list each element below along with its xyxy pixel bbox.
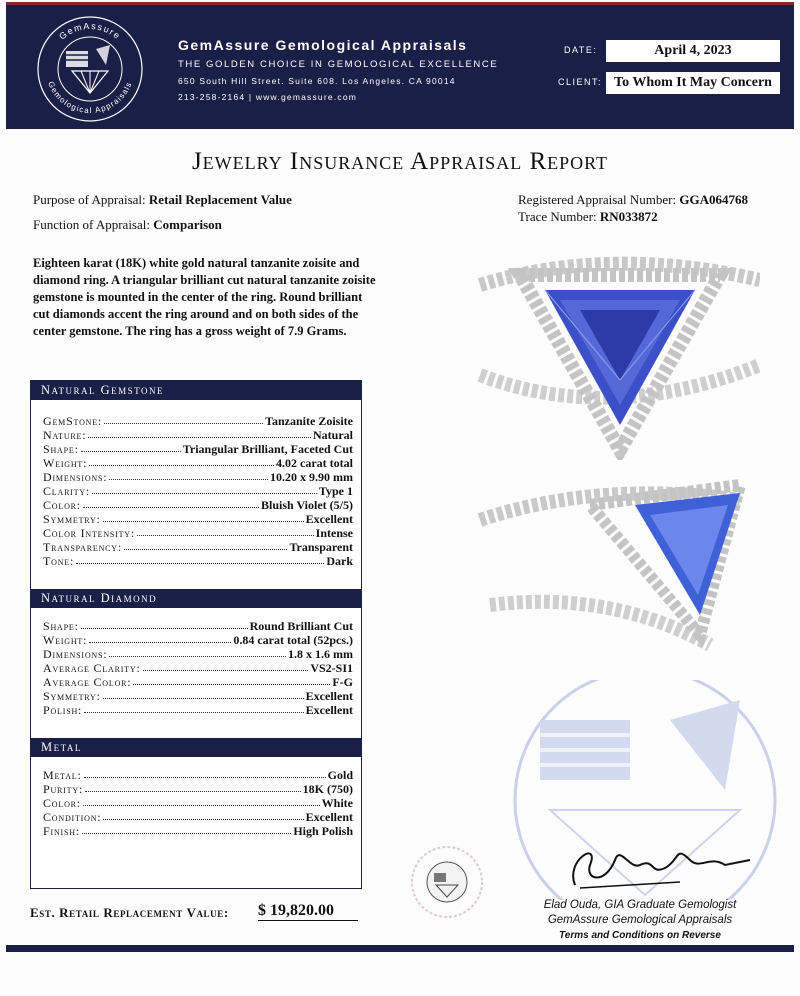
diamond-row: [43, 689, 353, 703]
spec-value: 18K (750): [302, 782, 353, 796]
function-label: Function of Appraisal:: [33, 217, 150, 232]
gemstone-row: [43, 554, 353, 568]
spec-label: Nature:: [43, 428, 87, 442]
svg-text:GemAssure: [57, 21, 123, 42]
terms-note: Terms and Conditions on Reverse: [559, 930, 721, 941]
spec-label: GemStone:: [43, 414, 103, 428]
metal-heading: Metal: [31, 738, 361, 757]
spec-value: Excellent: [305, 512, 353, 526]
spec-value: Gold: [327, 768, 353, 782]
appraiser-company: GemAssure Gemological Appraisals: [547, 914, 733, 926]
spec-label: Weight:: [43, 456, 88, 470]
spec-label: Tone:: [43, 554, 75, 568]
company-phone-web: 213-258-2164 | www.gemassure.com: [178, 92, 358, 102]
client-label: CLIENT:: [558, 77, 603, 87]
seal-top-text: GemAssure: [57, 20, 123, 42]
leader-dots: [84, 703, 304, 713]
diamond-row: [43, 675, 353, 689]
embossed-seal: [410, 845, 485, 920]
spec-value: Type 1: [318, 484, 353, 498]
gemstone-row: [43, 512, 353, 526]
leader-dots: [137, 526, 314, 536]
spec-value: Excellent: [305, 810, 353, 824]
report-title: Jewelry Insurance Appraisal Report: [191, 148, 609, 175]
registration-line: [518, 192, 748, 208]
gemstone-row: [43, 526, 353, 540]
metal-row: [43, 824, 353, 838]
seal-bottom-text: Gemological Appraisals: [46, 80, 134, 116]
leader-dots: [82, 824, 291, 834]
spec-label: Color:: [43, 498, 81, 512]
spec-value: F-G: [332, 675, 353, 689]
spec-value: Bluish Violet (5/5): [260, 498, 353, 512]
spec-label: Dimensions:: [43, 470, 108, 484]
diamond-rows: [43, 619, 353, 717]
leader-dots: [88, 428, 311, 438]
spec-label: Shape:: [43, 619, 79, 633]
spec-value: 0.84 carat total (52pcs.): [233, 633, 353, 647]
spec-label: Purity:: [43, 782, 84, 796]
gemstone-row: [43, 498, 353, 512]
spec-label: Clarity:: [43, 484, 91, 498]
spec-label: Polish:: [43, 703, 83, 717]
diamond-row: [43, 633, 353, 647]
company-tagline: THE GOLDEN CHOICE IN GEMOLOGICAL EXCELLENCE: [178, 59, 499, 70]
spec-label: Finish:: [43, 824, 80, 838]
signature-block: [510, 898, 770, 943]
spec-label: Condition:: [43, 810, 102, 824]
diamond-row: [43, 661, 353, 675]
purpose-value: Retail Replacement Value: [148, 192, 292, 207]
appraiser-signature: [560, 830, 760, 900]
diamond-row: [43, 619, 353, 633]
spec-value: Natural: [313, 428, 353, 442]
leader-dots: [84, 768, 326, 778]
spec-label: Symmetry:: [43, 689, 101, 703]
gemstone-row: [43, 442, 353, 456]
spec-value: Round Brilliant Cut: [249, 619, 353, 633]
leader-dots: [143, 661, 309, 671]
registration-label: Registered Appraisal Number:: [518, 192, 677, 207]
gemstone-rows: [43, 414, 353, 568]
spec-label: Color:: [43, 796, 81, 810]
spec-value: Tanzanite Zoisite: [265, 414, 353, 428]
ring-photo-top: [470, 255, 760, 460]
spec-label: Average Clarity:: [43, 661, 141, 675]
spec-value: 4.02 carat total: [276, 456, 353, 470]
spec-value: 1.8 x 1.6 mm: [288, 647, 353, 661]
leader-dots: [103, 689, 304, 699]
company-info: [178, 37, 498, 102]
gemstone-row: [43, 428, 353, 442]
spec-value: 10.20 x 9.90 mm: [270, 470, 353, 484]
leader-dots: [124, 540, 287, 550]
leader-dots: [92, 484, 317, 494]
spec-value: Excellent: [305, 703, 353, 717]
leader-dots: [83, 796, 320, 806]
spec-value: Excellent: [305, 689, 353, 703]
seal-ring-text: [36, 15, 144, 123]
spec-label: Shape:: [43, 442, 79, 456]
leader-dots: [76, 554, 324, 564]
spec-value: High Polish: [293, 824, 353, 838]
header-banner: [6, 5, 794, 129]
leader-dots: [81, 442, 181, 452]
diamond-row: [43, 703, 353, 717]
registration-value: GGA064768: [679, 192, 749, 207]
leader-dots: [89, 633, 231, 643]
leader-dots: [103, 512, 304, 522]
gemstone-row: [43, 456, 353, 470]
leader-dots: [104, 414, 263, 424]
item-description: Eighteen karat (18K) white gold natural tanzanite zoisite and diamond ring. A triangular brilliant cut natural tanzanite zoisite gemstone is mounted in the center of the ring. Round brilliant cut diamonds accent the ring around and on both sides of the center gemstone. The ring has a gross weight of 7.9 Grams.: [33, 256, 376, 338]
svg-text:Gemological Appraisals: [46, 80, 134, 115]
metal-rows: [43, 768, 353, 838]
spec-value: Dark: [326, 554, 353, 568]
diamond-heading: Natural Diamond: [31, 589, 361, 608]
gemstone-row: [43, 540, 353, 554]
leader-dots: [83, 498, 259, 508]
date-value: April 4, 2023: [606, 40, 780, 62]
spec-value: Triangular Brilliant, Faceted Cut: [182, 442, 353, 456]
company-name: GemAssure Gemological Appraisals: [178, 37, 468, 53]
trace-value: RN033872: [599, 209, 658, 224]
leader-dots: [103, 810, 303, 820]
spec-label: Color Intensity:: [43, 526, 136, 540]
trace-line: [518, 209, 658, 225]
spec-label: Symmetry:: [43, 512, 101, 526]
spec-value: Intense: [315, 526, 353, 540]
diamond-row: [43, 647, 353, 661]
leader-dots: [109, 470, 268, 480]
spec-label: Dimensions:: [43, 647, 108, 661]
leader-dots: [89, 456, 274, 466]
function-line: [33, 217, 222, 233]
purpose-label: Purpose of Appraisal:: [33, 192, 146, 207]
function-value: Comparison: [153, 217, 222, 232]
leader-dots: [133, 675, 330, 685]
company-address: 650 South Hill Street. Suite 608. Los Angeles. CA 90014: [178, 76, 456, 86]
metal-row: [43, 810, 353, 824]
ring-photo-side: [470, 465, 760, 660]
spec-label: Average Color:: [43, 675, 132, 689]
specifications-panel: [30, 380, 362, 889]
gemstone-row: [43, 484, 353, 498]
date-label: DATE:: [564, 45, 598, 55]
trace-label: Trace Number:: [518, 209, 597, 224]
spec-label: Weight:: [43, 633, 88, 647]
metal-row: [43, 796, 353, 810]
gemstone-row: [43, 470, 353, 484]
spec-label: Metal:: [43, 768, 82, 782]
metal-row: [43, 782, 353, 796]
client-value: To Whom It May Concern: [606, 72, 780, 94]
gemstone-heading: Natural Gemstone: [31, 381, 361, 400]
estimate-value: $ 19,820.00: [258, 902, 358, 921]
gemstone-row: [43, 414, 353, 428]
spec-value: Transparent: [289, 540, 353, 554]
leader-dots: [85, 782, 301, 792]
leader-dots: [109, 647, 286, 657]
estimate-label: Est. Retail Replacement Value:: [30, 905, 229, 920]
spec-value: VS2-SI1: [310, 661, 353, 675]
leader-dots: [81, 619, 248, 629]
purpose-line: [33, 192, 292, 208]
appraiser-name: Elad Ouda, GIA Graduate Gemologist: [543, 899, 737, 911]
spec-label: Transparency:: [43, 540, 123, 554]
footer-bar: [6, 945, 794, 952]
metal-row: [43, 768, 353, 782]
spec-value: White: [321, 796, 353, 810]
